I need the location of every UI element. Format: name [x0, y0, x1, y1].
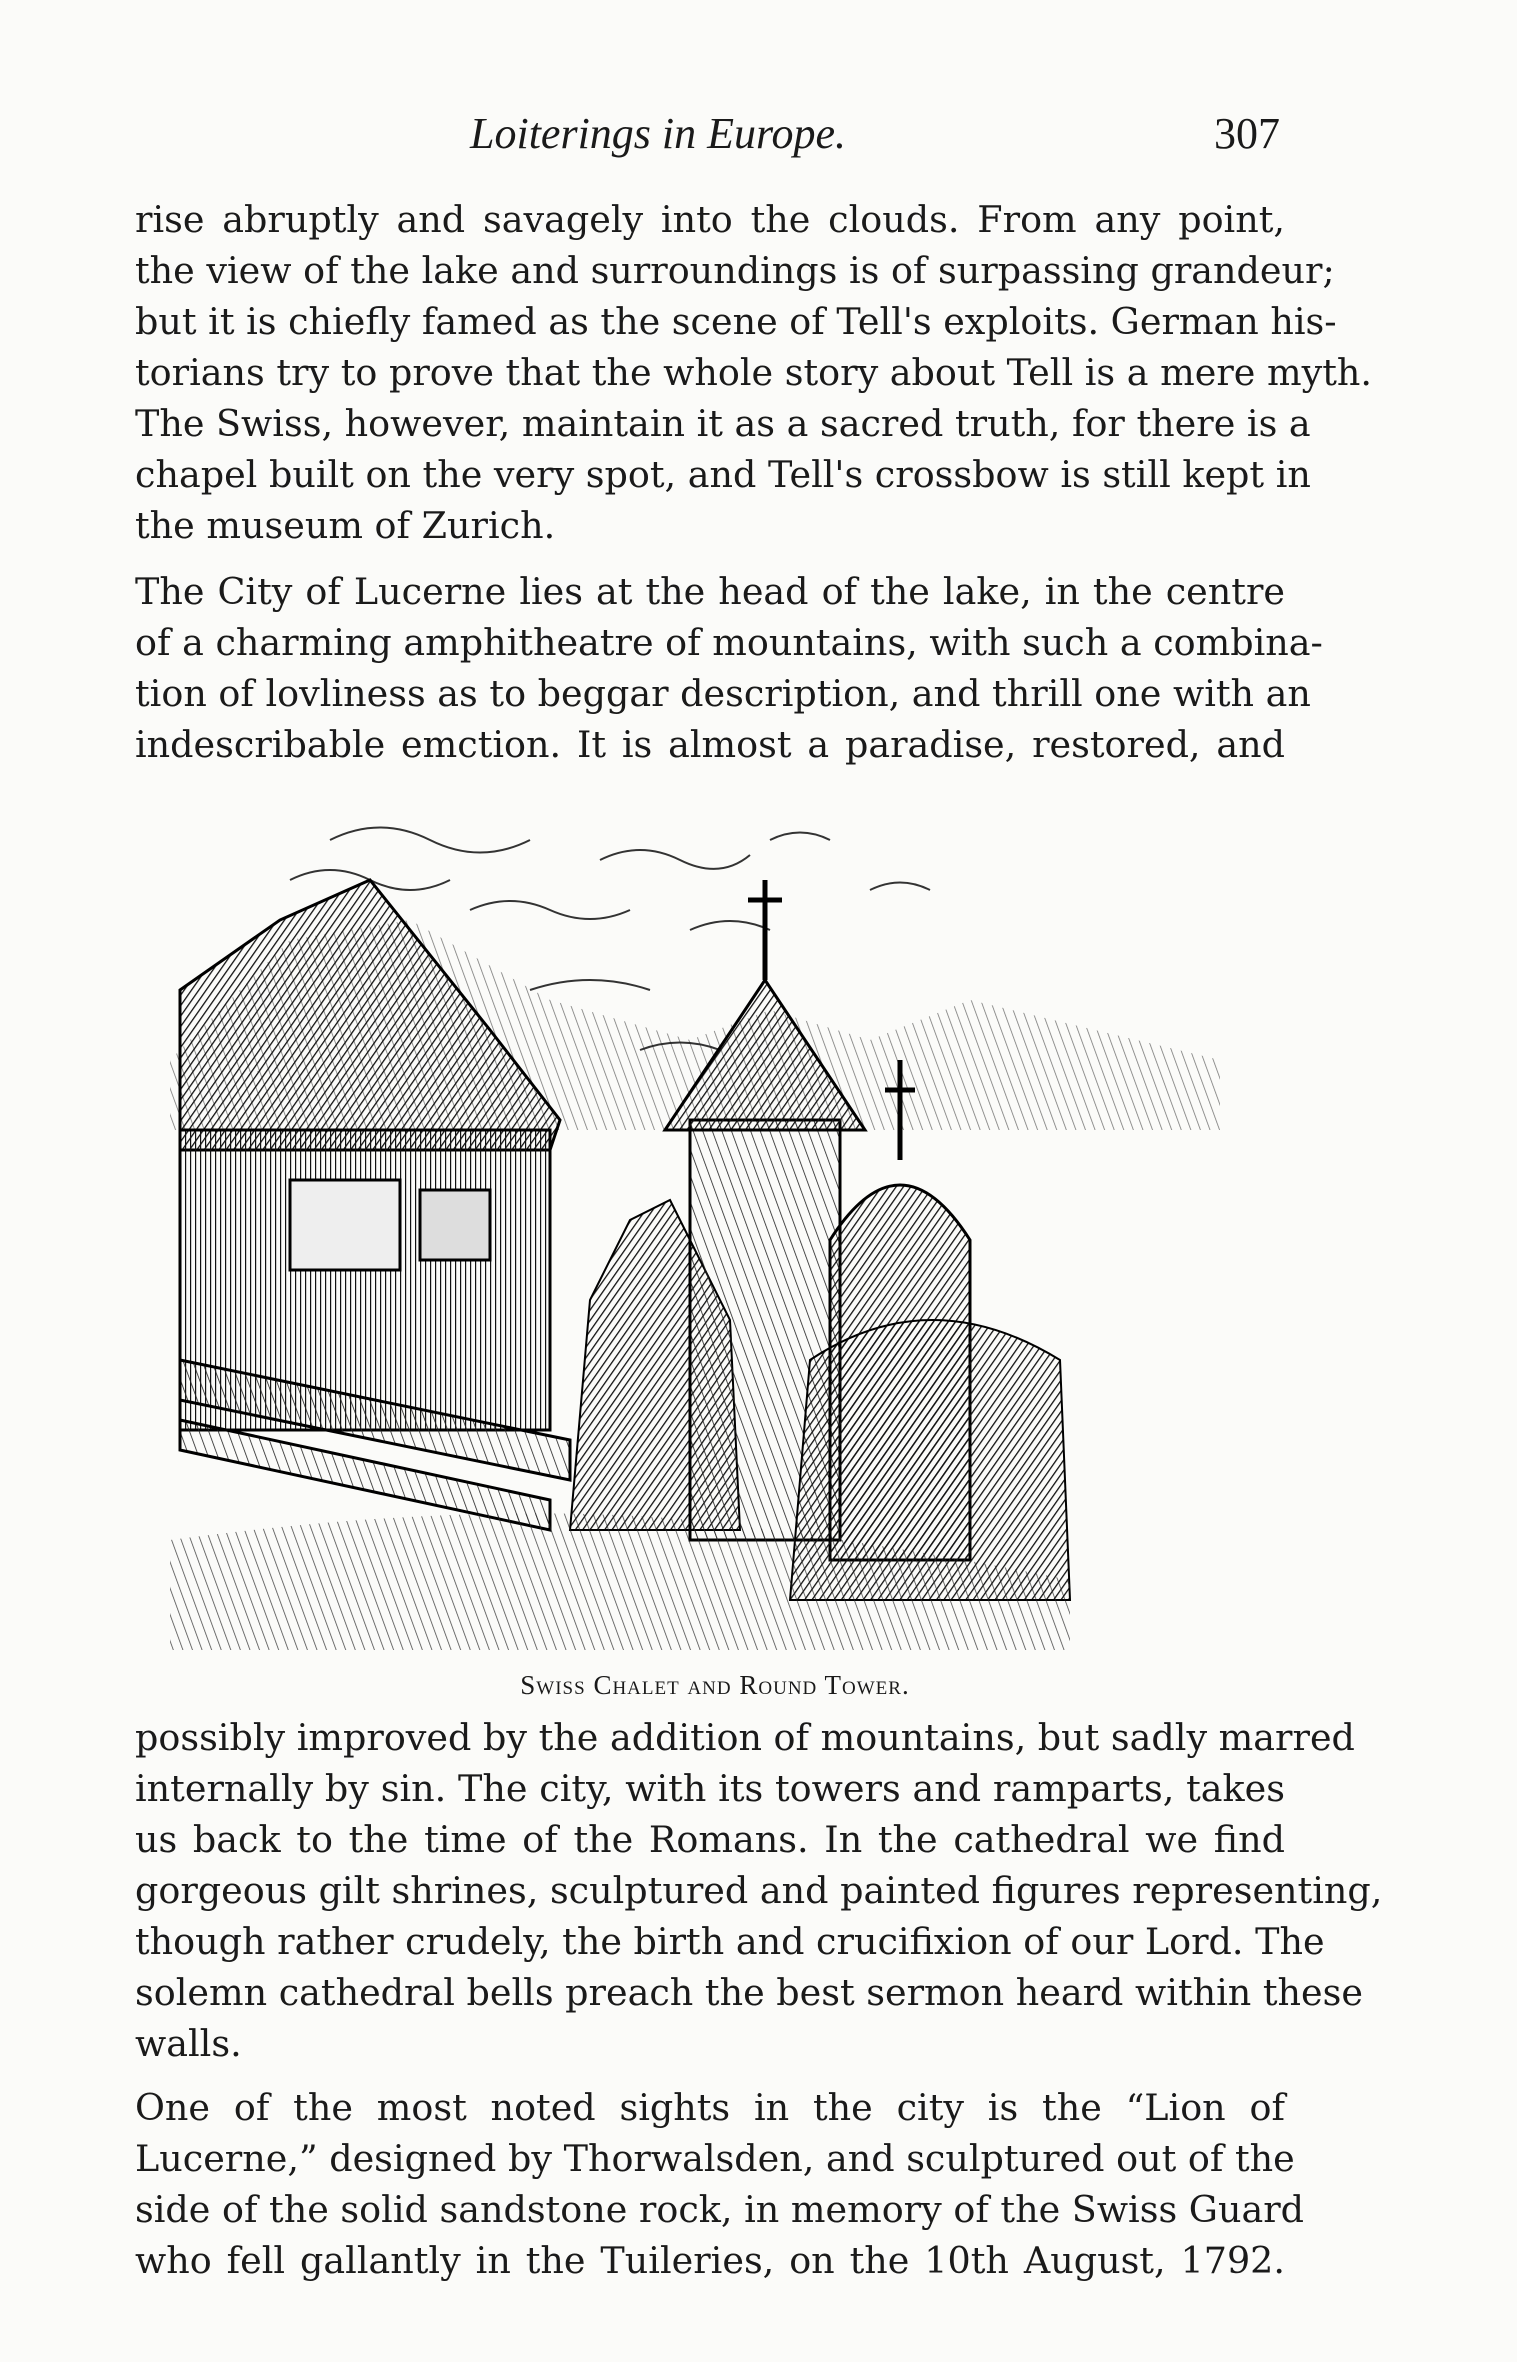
figure-caption: [140, 1670, 1290, 1701]
text-line: but it is chiefly famed as the scene of Tell's exploits. German his-: [135, 300, 1337, 343]
paragraph-1: [135, 194, 1372, 551]
text-line: tion of lovliness as to beggar description, and thrill one with an: [135, 672, 1311, 715]
text-line: internally by sin. The city, with its towers and ramparts, takes: [135, 1767, 1285, 1810]
text-line: of a charming amphitheatre of mountains, with such a combina-: [135, 621, 1323, 664]
paragraph-4: [135, 2082, 1305, 2286]
text-line: us back to the time of the Romans. In the cathedral we find: [135, 1818, 1285, 1861]
text-line: side of the solid sandstone rock, in memory of the Swiss Guard: [135, 2188, 1305, 2231]
paragraph-3: [135, 1712, 1383, 2069]
running-title: Loiterings in Europe.: [470, 109, 847, 158]
text-line: gorgeous gilt shrines, sculptured and painted figures representing,: [135, 1869, 1383, 1912]
text-line: indescribable emction. It is almost a paradise, restored, and: [135, 723, 1285, 766]
text-line: the museum of Zurich.: [135, 504, 556, 547]
text-line: the view of the lake and surroundings is of surpassing grandeur;: [135, 249, 1335, 292]
text-line: solemn cathedral bells preach the best sermon heard within these: [135, 1971, 1363, 2014]
page-header: [140, 108, 1280, 168]
text-line: chapel built on the very spot, and Tell's crossbow is still kept in: [135, 453, 1311, 496]
text-line: One of the most noted sights in the city is the “Lion of: [135, 2086, 1285, 2129]
paragraph-2: [135, 566, 1323, 770]
text-line: rise abruptly and savagely into the clouds. From any point,: [135, 198, 1285, 241]
text-line: who fell gallantly in the Tuileries, on the 10th August, 1792.: [135, 2239, 1285, 2282]
text-line: Lucerne,” designed by Thorwalsden, and sculptured out of the: [135, 2137, 1295, 2180]
text-line: The Swiss, however, maintain it as a sacred truth, for there is a: [135, 402, 1311, 445]
text-line: though rather crudely, the birth and crucifixion of our Lord. The: [135, 1920, 1325, 1963]
text-line: The City of Lucerne lies at the head of the lake, in the centre: [135, 570, 1285, 613]
text-line: walls.: [135, 2022, 242, 2065]
text-line: possibly improved by the addition of mountains, but sadly marred: [135, 1716, 1355, 1759]
chalet-window: [420, 1190, 490, 1260]
engraving-illustration: [170, 800, 1220, 1650]
chalet-window: [290, 1180, 400, 1270]
caption-text: Swiss Chalet and Round Tower.: [520, 1670, 910, 1700]
page-number: 307: [1214, 109, 1280, 158]
text-line: torians try to prove that the whole story about Tell is a mere myth.: [135, 351, 1372, 394]
